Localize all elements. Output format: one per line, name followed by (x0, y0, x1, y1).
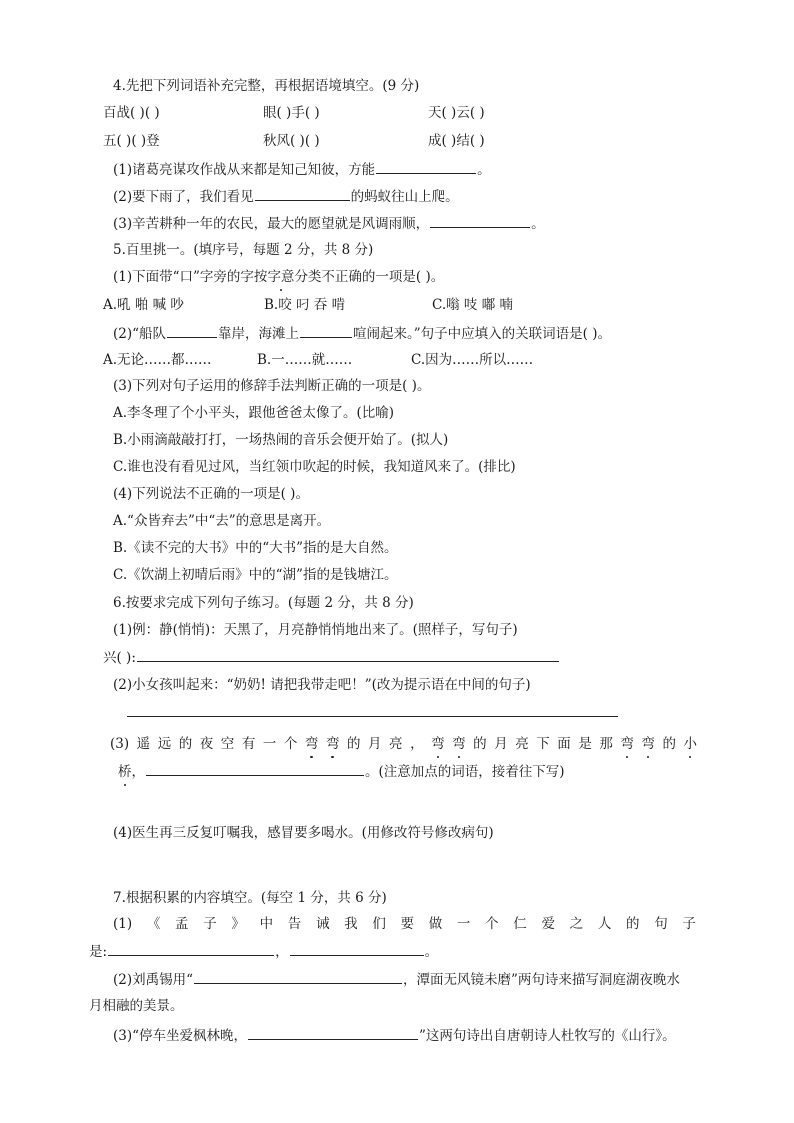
q7p1-char: 爱 (541, 916, 555, 932)
q5-p3-option-a: A.李冬理了个小平头，跟他爸爸太像了。(比喻) (113, 405, 395, 421)
q5-p2-text-a: (2)“船队 (113, 326, 167, 342)
q6p3-char: 的 (178, 736, 193, 752)
q6p3-char: 个 (283, 736, 298, 752)
q5-p1-text-a: (1)下面带“ (113, 269, 180, 285)
q5-p4-option-b: B.《读不完的大书》中的“大书”指的是大自然。 (113, 540, 398, 556)
q5-p4-question: (4)下列说法不正确的一项是( )。 (113, 486, 309, 502)
q6-heading: 6.按要求完成下列句子练习。(每题 2 分，共 8 分) (113, 595, 414, 611)
q7p1-char: 告 (287, 916, 302, 932)
q7p1-char: 我 (344, 916, 358, 932)
q5-p2-option-b: B.一……就…… (257, 352, 353, 368)
q6p3-char: 远 (157, 736, 172, 752)
q5-p1-option-c: C.嗡 吱 嘟 喃 (432, 297, 514, 313)
q4-s1-end: 。 (477, 162, 491, 178)
q6p3-char: 一 (262, 736, 277, 752)
q7-p3-blank[interactable] (248, 1026, 418, 1040)
q7-p1-line-2 (89, 942, 438, 961)
q7p1-char: 子 (203, 916, 217, 932)
q5-p2-blank-2[interactable] (300, 324, 352, 338)
q7-p2-blank[interactable] (194, 970, 402, 984)
q6p3-char: 的 (473, 736, 487, 752)
q6-p1-example: (1)例：静(悄悄)：天黑了，月亮静悄悄地出来了。(照样子，写句子) (113, 622, 518, 638)
q7-p1-blank-2[interactable] (290, 942, 424, 956)
q6-p2-question: (2)小女孩叫起来：“奶奶! 请把我带走吧！”(改为提示语在中间的句子) (113, 677, 531, 693)
q5-p2-option-a: A.无论……都…… (103, 352, 212, 368)
q4-sentence-1 (113, 160, 491, 179)
q6-p3-comma: ， (131, 764, 145, 780)
q6p3-char: 弯 (452, 736, 466, 752)
q5-p1-question (113, 268, 444, 286)
q6p3-char: 月 (494, 736, 508, 752)
q5-p2-text-c: 喧闹起来。”句子中应填入的关联词语是( )。 (353, 326, 612, 342)
q5-heading: 5.百里挑一。(填序号，每题 2 分，共 8 分) (113, 242, 374, 258)
q6-p2-answer-blank[interactable] (127, 716, 618, 717)
q7-p3-line (113, 1026, 676, 1045)
q5-p1-text-c: 分类不正确的一项是( )。 (294, 269, 445, 285)
q5-p2-blank-1[interactable] (167, 324, 217, 338)
q6-p4-question: (4)医生再三反复叮嘱我，感冒要多喝水。(用修改符号修改病句) (113, 825, 494, 841)
q7-p2-text-b: ，潭面无风镜未磨”两句诗来描写洞庭湖夜晚水 (403, 972, 680, 988)
q6p3-char: 亮 (389, 736, 403, 752)
q6-p1-xing: 兴( ): (103, 650, 136, 666)
q6p3-char: 夜 (199, 736, 214, 752)
q4-s1-text: (1)诸葛亮谋攻作战从来都是知己知彼，方能 (113, 162, 376, 178)
q6p3-char: 亮 (515, 736, 529, 752)
q5-p4-option-a: A.“众皆弃去”中“去”的意思是离开。 (113, 513, 331, 529)
q6p3-char: 月 (368, 736, 382, 752)
q7p1-char: 人 (597, 916, 612, 932)
q6p3-char: 弯 (304, 736, 319, 752)
q5-p2-text-b: 靠岸，海滩上 (218, 326, 300, 342)
q5-p1-kou: 口 (179, 269, 194, 285)
q7-p1-line-1 (113, 915, 696, 933)
q6-p1-answer-line (103, 648, 560, 667)
q4-sentence-3 (113, 214, 545, 233)
q5-p1-option-a: A.吼 啪 喊 吵 (103, 297, 184, 313)
q7p1-char: 们 (372, 916, 386, 932)
q7-p3-text-b: ”这两句诗出自唐朝诗人杜牧写的《山行》。 (419, 1028, 676, 1044)
q6p3-char: 下 (536, 736, 550, 752)
q7p1-char: 》 (231, 916, 245, 932)
q4-idiom-6: 成( )结( ) (428, 133, 485, 149)
q7-p1-blank-1[interactable] (108, 942, 274, 956)
q6p3-char: 那 (599, 736, 613, 752)
q4-heading: 4.先把下列词语补充完整，再根据语境填空。(9 分) (113, 78, 420, 94)
q6p3-char: 是 (578, 736, 592, 752)
q6-p3-qiao: 桥 (118, 764, 132, 780)
q4-s3-blank[interactable] (430, 214, 530, 228)
q6p3-char: 弯 (620, 736, 634, 752)
q6p3-char: (3) (110, 736, 130, 752)
q7p1-char: 要 (400, 916, 414, 932)
q7p1-char: 的 (626, 916, 640, 932)
q7p1-char: 仁 (513, 916, 527, 932)
q4-s2-blank[interactable] (255, 187, 350, 201)
q4-s2-end: 的蚂蚁往山上爬。 (350, 189, 459, 205)
q4-idiom-4: 五( )( )登 (103, 133, 160, 149)
q7p1-char: (1) (113, 916, 133, 932)
q4-s1-blank[interactable] (376, 160, 476, 174)
q4-sentence-2 (113, 187, 459, 206)
q6-p3-instruction: 。(注意加点的词语，接着往下写) (365, 764, 565, 780)
q5-p4-option-c: C.《饮湖上初晴后雨》中的“湖”指的是钱塘江。 (113, 567, 398, 583)
q6p3-char: 遥 (136, 736, 151, 752)
q4-idiom-5: 秋风( )( ) (263, 133, 320, 149)
q7-p2-line-1 (113, 970, 680, 989)
q4-idiom-2: 眼( )手( ) (263, 105, 320, 121)
q7-p2-text-a: (2)刘禹锡用“ (113, 972, 194, 988)
q4-idiom-1: 百战( )( ) (103, 105, 160, 121)
q7p1-char: 孟 (175, 916, 189, 932)
q5-p3-question: (3)下列对句子运用的修辞手法判断正确的一项是( )。 (113, 378, 431, 394)
q4-s3-end: 。 (531, 216, 545, 232)
q6-p3-line-1 (110, 735, 697, 753)
q7p1-char: 子 (682, 916, 696, 932)
q6p3-char: 弯 (641, 736, 655, 752)
q5-p3-option-b: B.小雨滴敲敲打打，一场热闹的音乐会便开始了。(拟人) (113, 432, 449, 448)
q4-idiom-3: 天( )云( ) (428, 105, 485, 121)
q6-p1-blank[interactable] (137, 648, 559, 662)
q7-p1-end: 。 (424, 944, 439, 960)
q6p3-char: ， (410, 736, 424, 752)
q6-p3-line-2 (118, 762, 565, 781)
q5-p2-question (113, 324, 611, 343)
q7p1-char: 《 (146, 916, 161, 932)
q5-p1-text-b: ”字旁的字按 (193, 269, 268, 285)
q7p1-char: 中 (259, 916, 274, 932)
q5-p1-option-b: B.咬 叼 吞 啃 (264, 297, 346, 313)
q7-p1-shi: 是: (89, 944, 108, 960)
q6p3-char: 弯 (325, 736, 340, 752)
q6p3-char: 有 (241, 736, 256, 752)
q7-heading: 7.根据积累的内容填空。(每空 1 分，共 6 分) (113, 890, 387, 906)
q6p3-char: 面 (557, 736, 571, 752)
q6p3-char: 的 (346, 736, 361, 752)
q7p1-char: 一 (456, 916, 471, 932)
q7p1-char: 之 (569, 916, 584, 932)
q7-p1-comma: ， (275, 944, 289, 960)
q7-p2-line-2: 月相融的美景。 (89, 998, 184, 1014)
q5-p3-option-c: C.谁也没有看见过风，当红领巾吹起的时候，我知道风来了。(排比) (113, 459, 516, 475)
q5-p1-dotted-word: 字意 (267, 269, 295, 285)
q7p1-char: 诫 (315, 916, 330, 932)
q6p3-char: 空 (220, 736, 235, 752)
q7p1-char: 个 (485, 916, 499, 932)
q5-p2-option-c: C.因为……所以…… (411, 352, 534, 368)
q6p3-char: 的 (662, 736, 676, 752)
q6p3-char: 弯 (431, 736, 445, 752)
q6p3-char: 小 (683, 736, 697, 752)
q7-p3-text-a: (3)“停车坐爱枫林晚， (113, 1028, 248, 1044)
q4-s3-text: (3)辛苦耕种一年的农民，最大的愿望就是风调雨顺， (113, 216, 430, 232)
q7p1-char: 做 (428, 916, 443, 932)
q7p1-char: 句 (654, 916, 668, 932)
q4-s2-text: (2)要下雨了，我们看见 (113, 189, 254, 205)
q6-p3-blank[interactable] (146, 762, 364, 776)
